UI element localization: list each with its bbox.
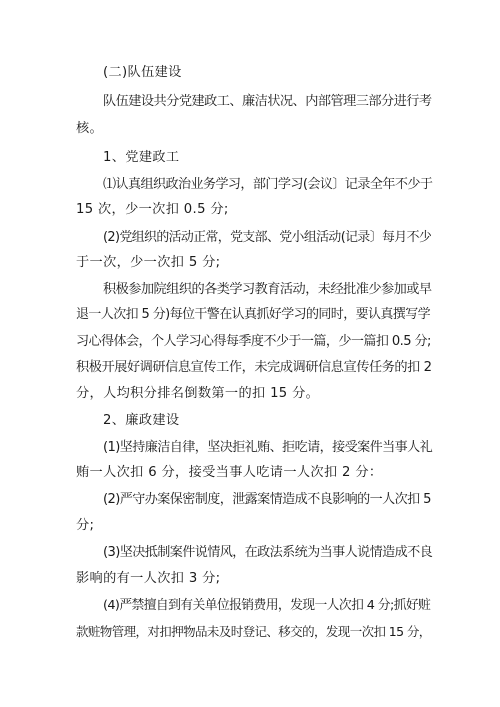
subheading-integrity: 2、廉政建设 xyxy=(103,413,180,428)
paragraph-line: 退一人次扣 5 分)每位干警在认真抓好学习的同时，要认真撰写学 xyxy=(76,307,431,322)
paragraph-line: (1)坚持廉洁自律，坚决拒礼贿、拒吃请，接受案件当事人礼 xyxy=(103,440,433,455)
paragraph-line: (3)坚决抵制案件说情风，在政法系统为当事人说情造成不良 xyxy=(103,545,433,560)
paragraph-line: 队伍建设共分党建政工、廉洁状况、内部管理三部分进行考 xyxy=(103,94,432,109)
paragraph-line: 影响的有一人次扣 3 分; xyxy=(76,571,221,586)
paragraph-line: 积极开展好调研信息宣传工作，未完成调研信息宣传任务的扣 2 xyxy=(76,360,432,375)
paragraph-line: 积极参加院组织的各类学习教育活动，未经批准少参加或早 xyxy=(103,282,432,297)
subheading-party-building: 1、党建政工 xyxy=(103,150,180,165)
paragraph-line: 核。 xyxy=(76,121,104,136)
paragraph-line: 款赃物管理，对扣押物品未及时登记、移交的，发现一次扣 15 分， xyxy=(76,624,431,639)
paragraph-line: 于一次，少一次扣 5 分; xyxy=(76,255,221,270)
paragraph-line: (4)严禁擅自到有关单位报销费用，发现一人次扣 4 分;抓好赃 xyxy=(103,598,431,613)
paragraph-line: (2)严守办案保密制度，泄露案情造成不良影响的一人次扣 5 xyxy=(103,492,431,507)
paragraph-line: (2)党组织的活动正常，党支部、党小组活动(记录〕每月不少 xyxy=(103,230,432,245)
paragraph-line: 习心得体会，个人学习心得每季度不少于一篇，少一篇扣 0.5 分; xyxy=(76,334,431,349)
paragraph-line: 贿一人次扣 6 分，接受当事人吃请一人次扣 2 分： xyxy=(76,465,383,480)
paragraph-line: 分，人均积分排名倒数第一的扣 15 分。 xyxy=(76,386,320,401)
paragraph-line: 15 次，少一次扣 0.5 分; xyxy=(76,202,229,217)
paragraph-line: 分; xyxy=(76,518,95,533)
section-heading-team-building: (二)队伍建设 xyxy=(103,65,182,80)
paragraph-line: ⑴认真组织政治业务学习，部门学习(会议〕记录全年不少于 xyxy=(103,177,433,192)
